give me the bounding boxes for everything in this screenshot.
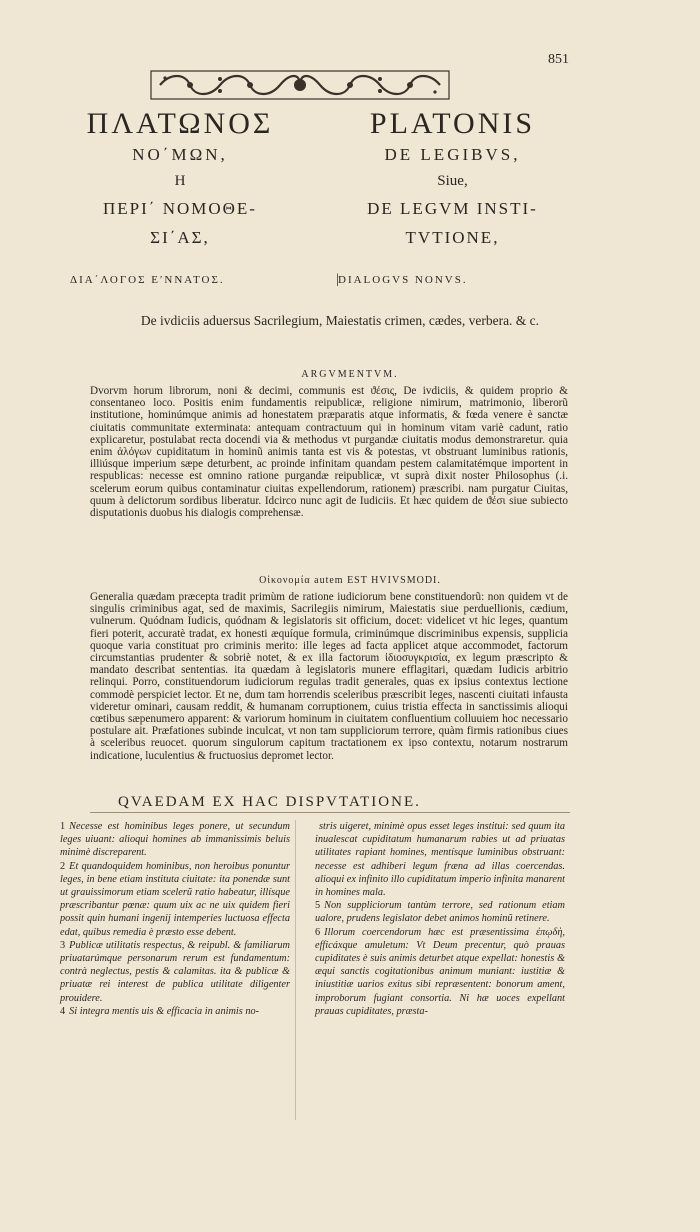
latin-subtitle-4: TVTIONE,: [405, 228, 500, 247]
maxim-item: [60, 820, 290, 860]
decorative-ornament-icon: [150, 70, 450, 100]
column-divider: [295, 820, 296, 1120]
oikonomia-heading: Οἰκονομία autem EST HVIVSMODI.: [259, 575, 441, 586]
maxim-text: Necesse est hominibus leges ponere, ut secundum leges uiuant: alioqui homines ab immanissimis beluis minimè discreparent.: [60, 821, 290, 859]
argumentum-heading: ARGVMENTVM.: [301, 369, 399, 380]
divider-bar-icon: |: [336, 272, 339, 287]
page-number: 851: [548, 52, 569, 67]
maxim-item: [315, 926, 565, 1018]
maxim-item: [60, 860, 290, 939]
latin-title-block: [330, 106, 575, 252]
greek-title-block: [55, 106, 305, 252]
latin-subtitle-2: Siue,: [437, 173, 468, 189]
latin-subtitle-3: DE LEGVM INSTI-: [367, 199, 538, 218]
maxims-left-column: [60, 820, 290, 1018]
greek-subtitle-1: ΝΟ΄ΜΩΝ,: [132, 145, 228, 164]
maxim-text: Illorum coercendorum hæc est præsentissima ἐπῳδὴ, efficáxque amuletum: Vt Deum precentur, quò prauas cupiditates è suis animis deturbet atque expellat: honestis & æqui sanctis cogitationibus animum muniant: iustitiæ & iniustitiæ uarios exitus sibi repræsentent: bonorum ament, improborum fugiant consortia. Ni hæ uoces expellant prauas cupiditates, præsta-: [315, 926, 565, 1017]
maxim-text: Publicæ utilitatis respectus, & reipubl. & familiarum priuatarúmque personarum rerum est fundamentum: contrà neglectus, pestis & calamitas. ita & publicæ & priuatæ rei interest de publica utilitate diligenter prouidere.: [60, 939, 290, 1004]
latin-dialogue-label: DIALOGVS NONVS.: [338, 274, 468, 286]
maxim-number: 3: [60, 939, 66, 951]
maxim-number: 2: [60, 860, 66, 872]
quaedam-heading: QVAEDAM EX HAC DISPVTATIONE.: [118, 794, 421, 810]
maxim-item: [315, 899, 565, 925]
maxim-text: Non suppliciorum tantùm terrore, sed rationum etiam ualore, prudens legislator debet animos hominũ retinere.: [315, 900, 565, 925]
maxim-item: [60, 1005, 290, 1018]
latin-subtitle-1: DE LEGIBVS,: [384, 145, 521, 164]
maxim-number: 1: [60, 821, 66, 832]
maxim-text: Et quandoquidem hominibus, non heroibus ponuntur leges, in bene etiam instituta ciuitate: ita ponendæ sunt ut grauissimorum etiam scelerũ ratio habeatur, illísque præscribantur pœnæ: quum uix ac ne uix quidem fieri possit quin humani ingenij intemperies luctuosa effecta edat, quibus remedia è præsto esse debent.: [60, 860, 290, 938]
maxim-text: stris uigeret, minimè opus esset leges institui: sed quum ita inualescat cupiditatum humanarum rabies ut ad priuatas utilitates rapiant homines, mentísque luminibus obstruant: necesse est adhiberi legum fræna ad illas coercendas. alioqui ex infinito illo cupiditatum imperio infinita manarent in homines mala.: [315, 821, 565, 899]
maxims-right-column: [315, 820, 565, 1018]
de-judiciis-heading: De ivdiciis aduersus Sacrilegium, Maiestatis crimen, cædes, verbera. & c.: [140, 313, 540, 328]
maxim-item: [315, 820, 565, 899]
maxim-number: 4: [60, 1005, 66, 1017]
greek-subtitle-3: ΠΕΡΙ΄ ΝΟΜΟΘΕ-: [103, 199, 257, 218]
generalia-paragraph: Generalia quædam præcepta tradit primùm de ratione iudiciorum bene constituendorũ: non quidem vt de singulis criminibus agat, sed de maximis, Sacrilegiis nimirum, Maiestatis siue perduellionis, cædium, vulnerum. Quódnam Iudicis, quódnam & legislatoris sit officium, docet: videlicet vt hic leges, quantum fieri poterit, accuratè tradat, ex honesti æquíque formula, criminúmque discriminibus expensis, supplicia quoque varia constituat pro criminis merito: ille leges ad facta applicet atque accommodet, factorum circumstantias prudenter & sobriè notet, & ex illa factorum ἰδιοσυγκρισία, ex legum præscripto & mandato describat sententias. ita quædam à legislatoris munere efflagitari, quædam Iudicis arbitrio relinqui. Porro, constituendorum iudiciorum regulas tradit generales, quas ex ipsius contextus lectione commodè perspiciet lector. Et ne, dum tam horrendis sceleribus præscribit leges, nascenti ciuitati infausta videretur ominari, causam reddit, & humanam corruptionem, cuius tristia effecta in sanctissimis alioqui cœtibus sæpenumero apparent: & variorum hominum in ciuitatem confluentium colluuiem hoc necessario postulare ait. Præfationes subinde inculcat, vt non tam suppliciorum terrore, quàm firmis rationibus ciues à sceleribus reuocet. quorum singulorum capitum tractationem ex ipso contextu, notarum nostrarum indicatione, luculentius & fructuosius depromet lector.: [90, 591, 568, 762]
maxim-item: [60, 939, 290, 1005]
section-rule: [90, 812, 570, 813]
greek-subtitle-2: Η: [174, 173, 186, 189]
maxim-number: 6: [315, 926, 321, 938]
greek-title: ΠΛΑΤΩΝΟΣ: [86, 107, 274, 140]
argumentum-paragraph: Dvorvm horum librorum, noni & decimi, communis est ϑέσις, De ivdiciis, & quidem proprio & consentaneo loco. Positis enim fundamentis reipublicæ, religione nimirum, matrimonio, liberorũ institutione, hominúmque animis ad honestatem præparatis atque informatis, & fœda venere è sanctæ ciuitatis communitate exterminata: antequam contractuum qui in hominum vitam variè cadunt, ratio explicaretur, postulabat recta docendi via & methodus vt purgandæ ciuitatis modus demonstraretur. quia enim ἀλόγων cupiditatum in hominũ animis tanta est vis & potestas, vt obstruant luminibus rationis, illiúsque imperium sæpe deturbent, ac proinde infinitam quandam pestem calamitatémque importent in respublicas: necesse est omnino ratione purgandæ reipublicæ, vt suprà dixit noster Philosophus (.i. scelerum eorum quibus contaminatur ciuitas expellendorum, rationem) præscribi. nam purgatur Ciuitas, quum à delictorum sordibus liberatur. Idcirco nunc agit de Iudiciis. Et hæc quidem de ϑέσι siue subiecto disputationis duobus his dialogis comprehensæ.: [90, 385, 568, 520]
greek-dialogue-label: ΔΙΑ΄ΛΟΓΟΣ ΕʹΝΝΑΤΟΣ.: [70, 274, 225, 286]
latin-title: PLATONIS: [369, 107, 536, 140]
greek-subtitle-4: ΣΙ΄ΑΣ,: [150, 228, 210, 247]
maxim-number: 5: [315, 900, 321, 912]
maxim-text: Si integra mentis uis & efficacia in animis no-: [69, 1005, 260, 1017]
